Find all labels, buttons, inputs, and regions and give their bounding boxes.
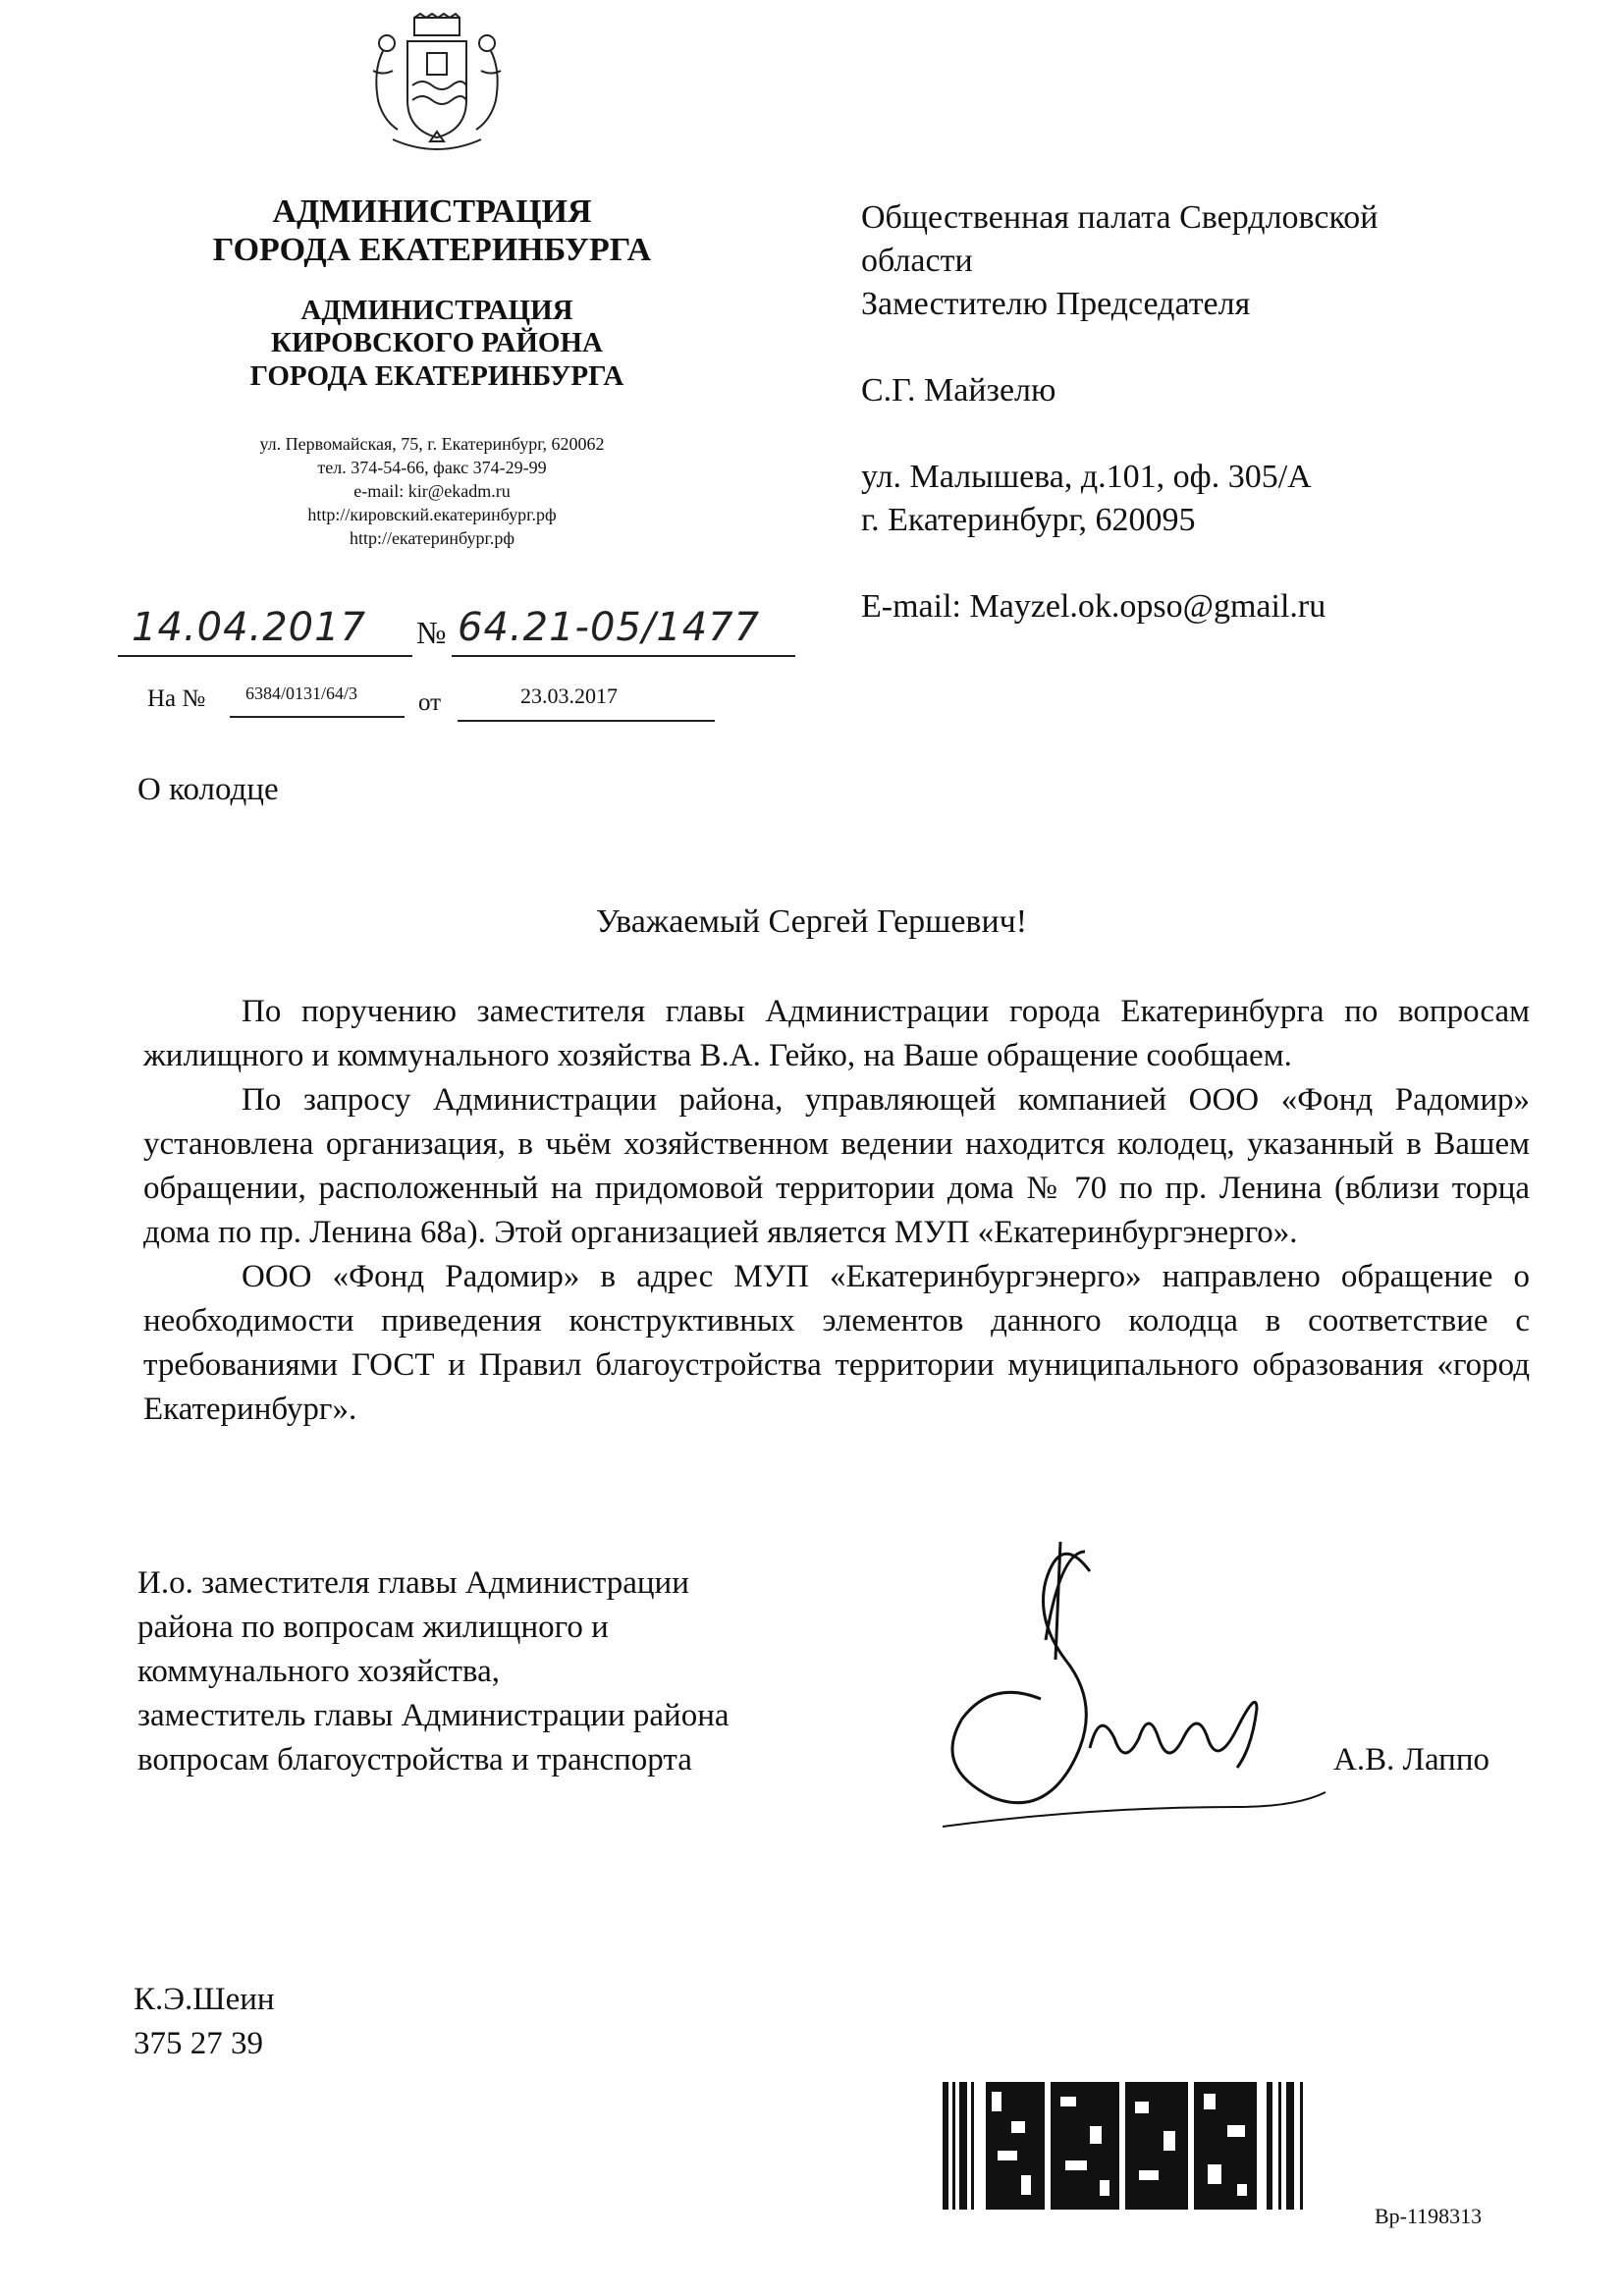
recipient-line: Заместителю Председателя	[861, 286, 1251, 322]
letter-subject: О колодце	[137, 772, 279, 807]
recipient-block	[861, 196, 1568, 629]
recipient-line: области	[861, 243, 973, 279]
letter-body	[143, 990, 1530, 1432]
issuer-website: http://кировский.екатеринбург.рф	[307, 505, 557, 524]
signer-name: А.В. Лаппо	[1333, 1742, 1490, 1777]
reference-date: 23.03.2017	[520, 683, 618, 708]
recipient-email: E-mail: Mayzel.ok.opso@gmail.ru	[861, 588, 1326, 625]
city-coat-of-arms	[353, 12, 520, 159]
issuer-contacts	[147, 432, 717, 550]
issuer-city-administration	[137, 192, 727, 269]
body-paragraph: ООО «Фонд Радомир» в адрес МУП «Екатеринбургэнерго» направлено обращение о необходимости приведения конструктивных элементов данного колодца в соответствие с требованиями ГОСТ и Правил благоустройства территории муниципального образования «город Екатеринбург».	[143, 1259, 1530, 1427]
signer-position	[137, 1561, 884, 1782]
reference-underline	[147, 678, 736, 727]
body-paragraph: По запросу Администрации района, управляющей компанией ООО «Фонд Радомир» установлена организация, в чьём хозяйственном ведении находится колодец, указанный в Вашем обращении, расположенный на придомовой территории дома № 70 по пр. Ленина (вблизи торца дома по пр. Ленина 68а). Этой организацией является МУП «Екатеринбургэнерго».	[143, 1082, 1530, 1250]
issuer-website: http://екатеринбург.рф	[349, 528, 515, 548]
issuer-line: КИРОВСКОГО РАЙОНА	[271, 327, 603, 359]
registration-underline	[118, 605, 805, 664]
issuer-phone: тел. 374-54-66, факс 374-29-99	[317, 458, 547, 477]
signer-position-line: заместитель главы Администрации района	[137, 1698, 730, 1733]
issuer-line: АДМИНИСТРАЦИЯ	[272, 193, 592, 230]
document-barcode	[943, 2082, 1355, 2229]
signer-position-line: вопросам благоустройства и транспорта	[137, 1742, 692, 1777]
issuer-district-administration	[162, 295, 712, 393]
salutation: Уважаемый Сергей Гершевич!	[595, 903, 1028, 940]
barcode-id: Вр-1198313	[1375, 2204, 1483, 2228]
recipient-city: г. Екатеринбург, 620095	[861, 502, 1196, 538]
signer-position-line: И.о. заместителя главы Администрации	[137, 1565, 689, 1601]
registration-date: 14.04.2017	[132, 605, 367, 650]
signer-position-line: коммунального хозяйства,	[137, 1654, 500, 1689]
recipient-name: С.Г. Майзелю	[861, 372, 1056, 409]
issuer-address: ул. Первомайская, 75, г. Екатеринбург, 620062	[259, 434, 605, 454]
executor-block	[134, 1978, 275, 2066]
registration-number: 64.21-05/1477	[458, 605, 761, 650]
issuer-line: АДМИНИСТРАЦИЯ	[300, 295, 573, 326]
reference-line	[147, 678, 736, 727]
reference-number: 6384/0131/64/3	[245, 683, 358, 703]
executor-name: К.Э.Шеин	[134, 1982, 275, 2017]
reference-from-label: от	[418, 689, 442, 716]
number-sign: №	[416, 615, 447, 650]
recipient-line: Общественная палата Свердловской	[861, 199, 1379, 236]
handwritten-signature	[923, 1532, 1335, 1866]
body-paragraph: По поручению заместителя главы Администрации города Екатеринбурга по вопросам жилищного и коммунального хозяйства В.А. Гейко, на Ваше обращение сообщаем.	[143, 994, 1530, 1073]
recipient-street: ул. Малышева, д.101, оф. 305/А	[861, 459, 1312, 495]
executor-phone: 375 27 39	[134, 2026, 263, 2061]
issuer-line: ГОРОДА ЕКАТЕРИНБУРГА	[212, 232, 652, 269]
issuer-line: ГОРОДА ЕКАТЕРИНБУРГА	[249, 359, 624, 392]
reference-label: На №	[147, 685, 206, 712]
registration-line	[118, 605, 805, 664]
issuer-email: e-mail: kir@ekadm.ru	[353, 481, 511, 501]
signer-position-line: района по вопросам жилищного и	[137, 1610, 609, 1645]
